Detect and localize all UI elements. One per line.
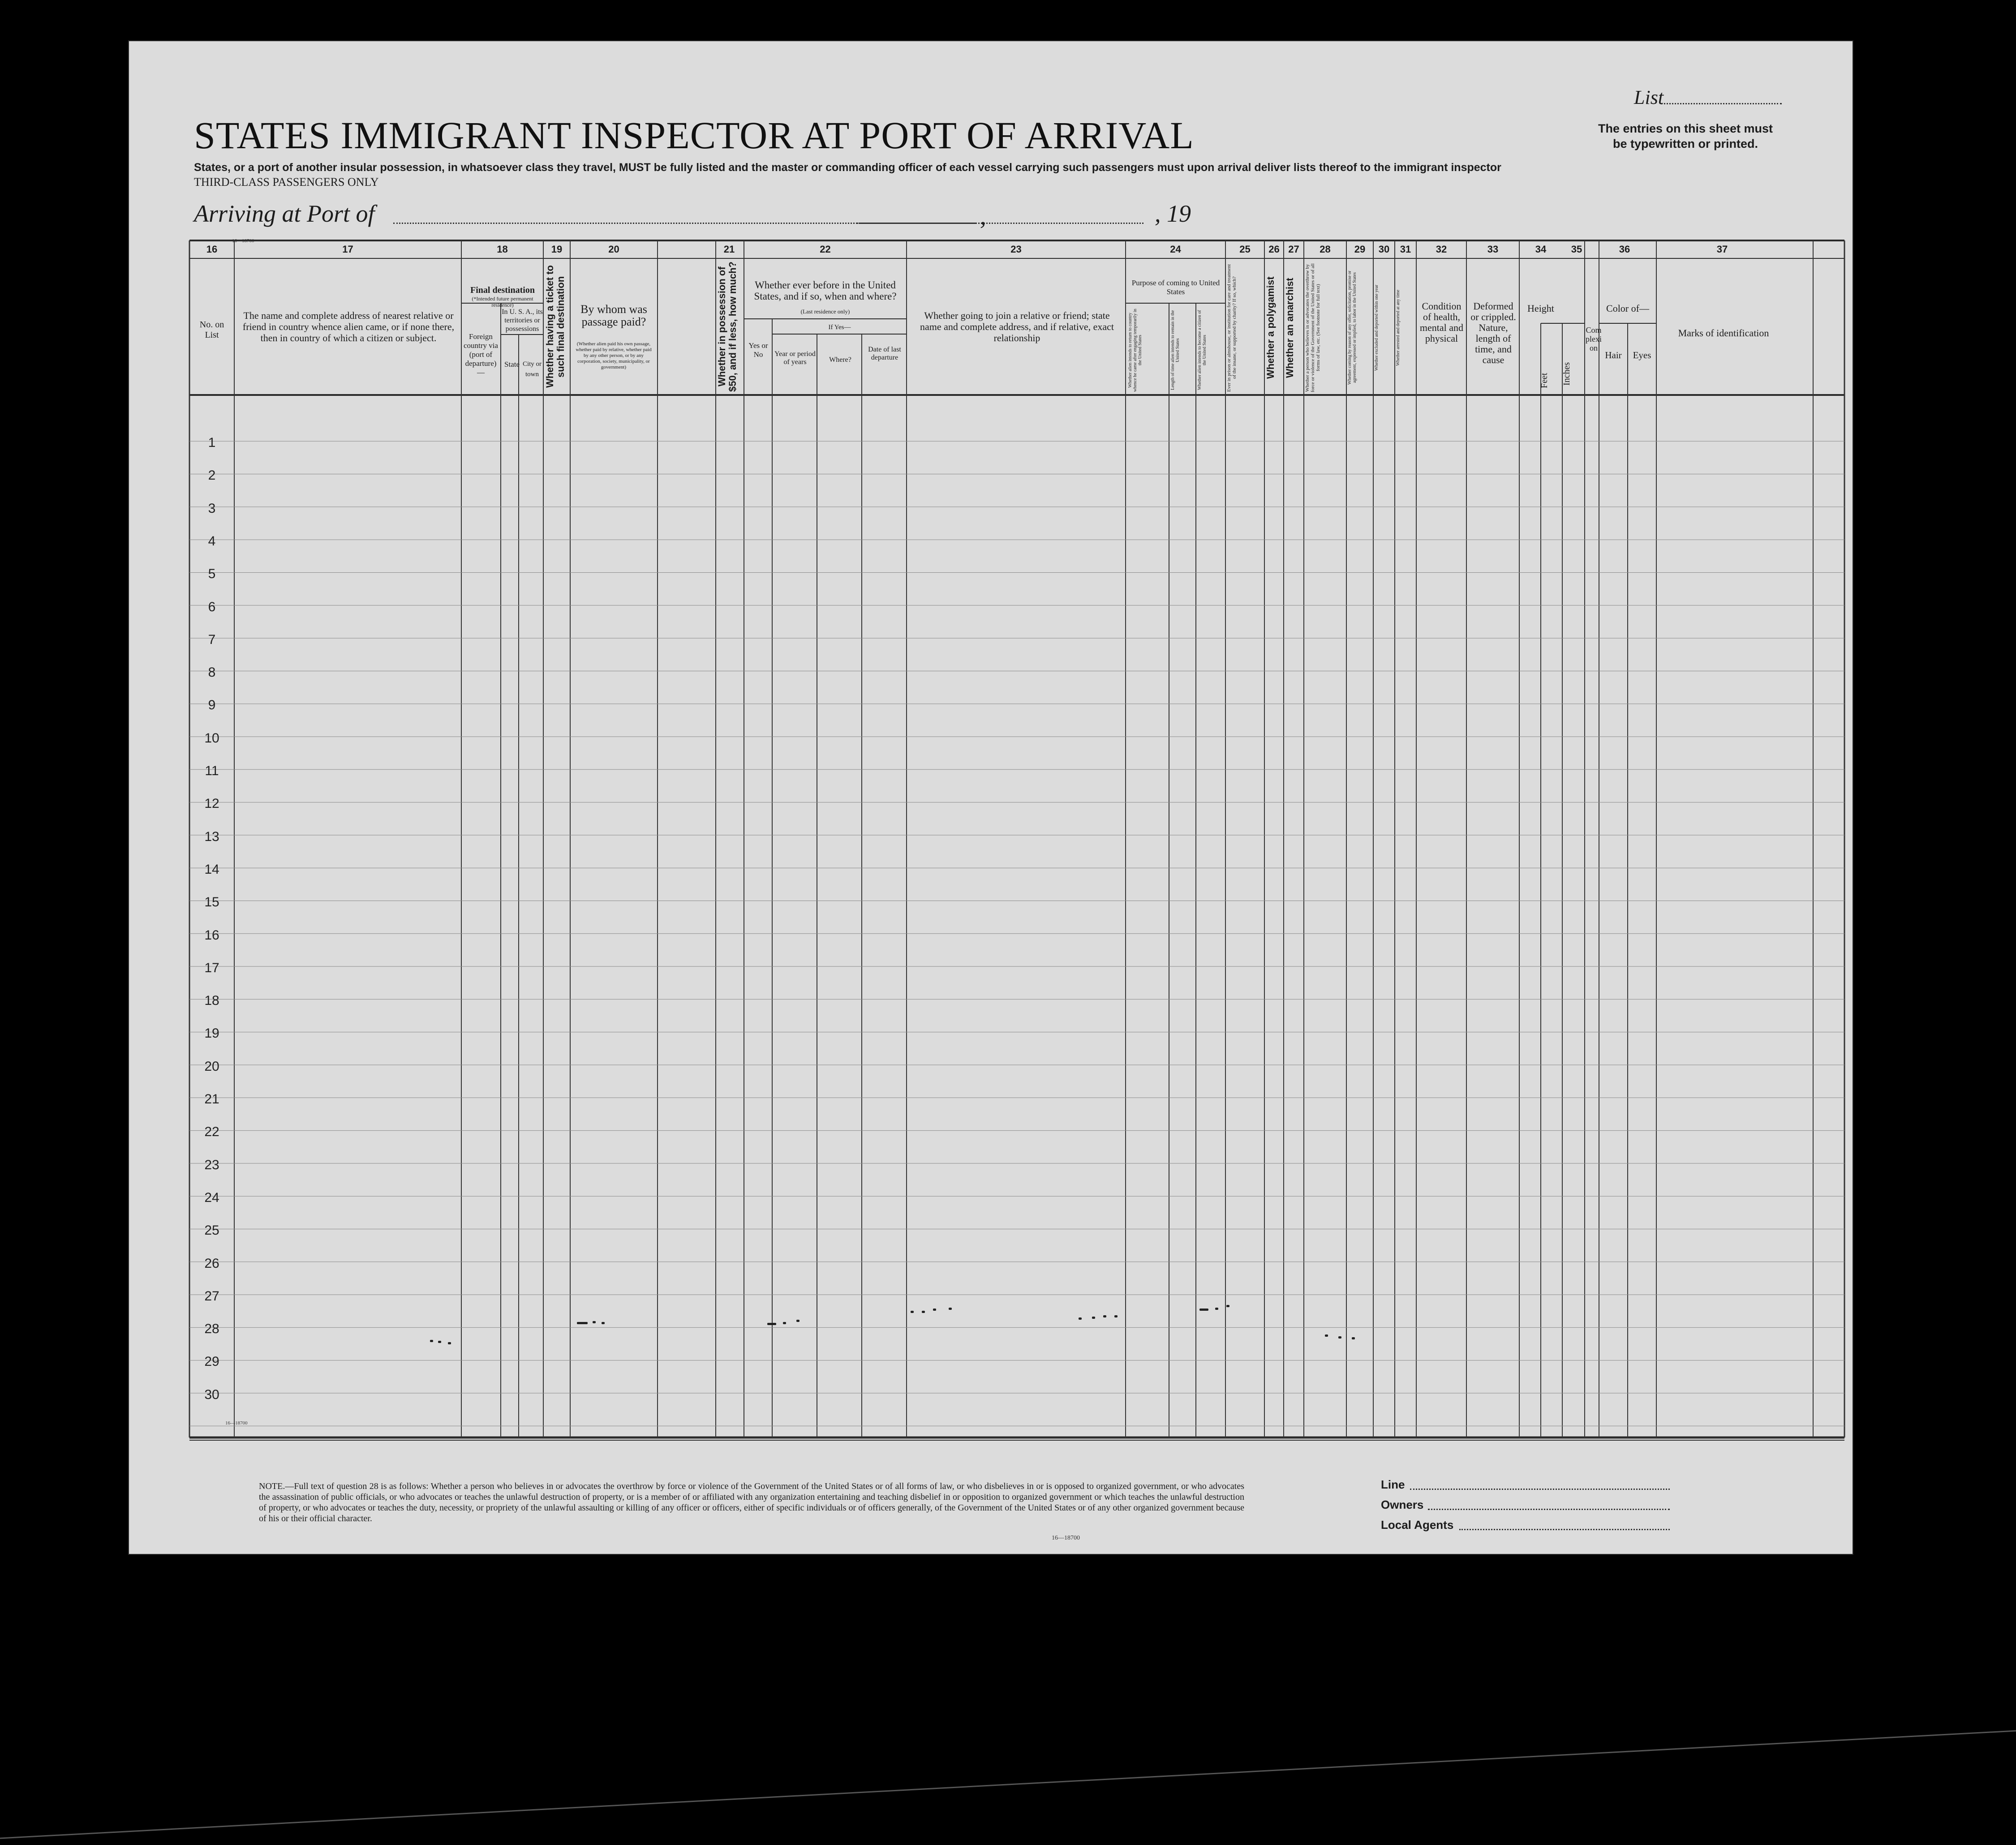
col-31-header: Whether arrested and deported at any time	[1396, 290, 1401, 366]
comma: ,	[980, 203, 986, 230]
page-title: STATES IMMIGRANT INSPECTOR AT PORT OF ARRIVAL	[194, 114, 1194, 157]
row-number: 3	[208, 501, 216, 516]
row-number: 26	[204, 1256, 219, 1271]
col-22-subheader: (Last residence only)	[800, 308, 850, 315]
row-number: 7	[208, 632, 216, 647]
col-num-29: 29	[1354, 244, 1366, 255]
col-20-header: By whom was passage paid?	[580, 303, 647, 328]
col-29-header: Whether coming by reason of any offer, solicitation, promise or agreement, expressed or implied, to labor in the United States	[1347, 270, 1357, 385]
col-num-22: 22	[820, 244, 831, 255]
row-number: 8	[208, 665, 216, 680]
col-num-25: 25	[1239, 244, 1251, 255]
col-num-27: 27	[1288, 244, 1299, 255]
col-25-header: Ever in prison or almshouse, or institution for care and treatment of the insane, or supported by charity? If so, which?	[1226, 264, 1237, 392]
col-28-header: Whether a person who believes in or advocates the overthrow by force or violence of the Government of the United States or of all forms of law, etc. (See footnote for full text)	[1305, 263, 1321, 392]
list-label: List	[1634, 86, 1664, 108]
col-22-year: Year or period of years	[774, 350, 816, 366]
col-18-foreign: Foreign country via (port of departure)—	[464, 332, 498, 377]
col-num-36: 36	[1619, 244, 1630, 255]
row-number: 19	[204, 1026, 219, 1041]
row-number: 28	[204, 1322, 219, 1337]
row-number: 16	[204, 927, 219, 943]
col-22-if-yes: If Yes—	[828, 324, 851, 331]
col-24-header: Purpose of coming to United States	[1131, 279, 1220, 296]
row-number: 4	[208, 533, 216, 549]
row-number: 25	[204, 1223, 219, 1238]
footnote: NOTE.—Full text of question 28 is as follows: Whether a person who believes in or advocates the overthrow by force or violence of the Government of the United States or of all forms of law, or who disbelieves in or is opposed to organized government, or who advocates the assassination of public officials, or who advocates or teaches the unlawful destruction of property, or is a member of or affiliated with any organization entertaining and teaching disbelief in or opposition to organized government or which teaches the unlawful destruction of property, or who advocates or teaches the duty, necessity, or propriety of the unlawful assaulting or killing of any officer or officers, either of specific individuals or of officers generally, of the Government of the United States or of any other organized government because of his or their official character.	[259, 1481, 1244, 1523]
col-24-a: Whether alien intends to return to country whence he came after engaging temporarily in the United States	[1128, 309, 1143, 392]
row-number: 5	[208, 566, 216, 582]
col-num-21: 21	[723, 244, 735, 255]
col-26-header: Whether a polygamist	[1265, 276, 1276, 379]
row-number: 27	[204, 1288, 219, 1304]
row-number: 22	[204, 1124, 219, 1140]
col-21-header: Whether in possession of $50, and if less, how much?	[716, 262, 738, 392]
col-32-header: Condition of health, mental and physical	[1419, 300, 1464, 344]
col-num-34: 34	[1535, 244, 1547, 255]
col-num-26: 26	[1268, 244, 1280, 255]
row-number: 6	[208, 599, 216, 614]
col-30-header: Whether excluded and deported within one year	[1374, 284, 1379, 371]
col-num-20: 20	[608, 244, 619, 255]
row-number: 17	[204, 960, 219, 975]
row-number: 23	[204, 1157, 219, 1172]
row-number: 13	[204, 829, 219, 844]
row-number: 2	[208, 468, 216, 483]
row-number: 20	[204, 1059, 219, 1074]
row-number: 9	[208, 698, 216, 713]
col-22-header: Whether ever before in the United States, and if so, when and where?	[754, 279, 897, 302]
year-prefix: , 19	[1155, 200, 1191, 227]
row-number: 29	[204, 1354, 219, 1369]
col-num-19: 19	[551, 244, 563, 255]
row-number: 11	[205, 764, 219, 778]
col-34-feet: Feet	[1539, 373, 1549, 388]
col-num-24: 24	[1170, 244, 1181, 255]
col-36-hair: Hair	[1605, 350, 1622, 360]
row-number: 21	[204, 1092, 219, 1107]
col-36-eyes: Eyes	[1633, 350, 1651, 360]
row-number: 30	[204, 1387, 219, 1402]
class-line: THIRD-CLASS PASSENGERS ONLY	[194, 176, 379, 189]
col-18-state: State	[504, 360, 520, 369]
entries-note-line-1: The entries on this sheet must	[1598, 122, 1773, 135]
entries-note-line-2: be typewritten or printed.	[1612, 137, 1758, 150]
row-number: 12	[204, 796, 219, 811]
col-num-23: 23	[1010, 244, 1022, 255]
row-number: 15	[204, 895, 219, 910]
row-number: 18	[204, 993, 219, 1008]
col-18-subheader: (*Intended future permanent residence)	[472, 296, 533, 308]
col-num-37: 37	[1716, 244, 1728, 255]
col-33-header: Deformed or crippled. Nature, length of time, and cause	[1470, 300, 1516, 365]
col-22-where: Where?	[829, 356, 851, 364]
col-num-32: 32	[1436, 244, 1447, 255]
col-num-35: 35	[1571, 244, 1582, 255]
col-num-17: 17	[342, 244, 353, 255]
col-22-date: Date of last departure	[868, 346, 901, 361]
col-36-header: Color of—	[1606, 303, 1649, 314]
row-number: 24	[204, 1190, 219, 1205]
row-number: 1	[208, 435, 216, 450]
col-34-inches: Inches	[1562, 362, 1572, 386]
footnote-code: 16—18700	[1052, 1535, 1080, 1541]
col-22-yes-no: Yes or No	[748, 341, 768, 359]
col-23-header: Whether going to join a relative or friend; state name and complete address, and if relative, exact relationship	[920, 310, 1114, 343]
col-20-subheader: (Whether alien paid his own passage, whether paid by relative, whether paid by any other person, or by any corporation, society, municipality, or government)	[576, 341, 652, 370]
subtitle: States, or a port of another insular possession, in whatsoever class they travel, MUST be fully listed and the master or commanding officer of each vessel carrying such passengers must upon arrival deliver lists thereof to the immigrant inspector	[194, 161, 1501, 174]
col-17-header: The name and complete address of nearest relative or friend in country whence alien came, or if none there, then in country of which a citizen or subject.	[242, 310, 455, 343]
form-code: 16—18700	[232, 238, 254, 244]
form-code-bottom: 16—18700	[225, 1420, 248, 1426]
col-num-28: 28	[1320, 244, 1331, 255]
col-24-c: Whether alien intends to become a citizen of the United States	[1197, 310, 1207, 390]
col-18-city: City or town	[522, 360, 542, 378]
col-num-31: 31	[1400, 244, 1411, 255]
col-16-header: No. on List	[199, 320, 224, 340]
col-27-header: Whether an anarchist	[1284, 278, 1295, 378]
arriving-label: Arriving at Port of	[194, 200, 375, 227]
col-37-header: Marks of identification	[1678, 327, 1769, 339]
col-num-33: 33	[1487, 244, 1499, 255]
col-35-header: Complexion	[1586, 326, 1602, 352]
col-34-header: Height	[1527, 303, 1554, 314]
col-num-16: 16	[206, 244, 218, 255]
col-18-usa: In U. S. A., its territories or possessions	[502, 308, 543, 333]
row-number: 10	[204, 730, 219, 746]
row-number: 14	[204, 862, 219, 877]
col-num-30: 30	[1378, 244, 1390, 255]
local-agents-label: Local Agents	[1381, 1518, 1454, 1532]
col-num-18: 18	[497, 244, 508, 255]
line-label: Line	[1381, 1478, 1405, 1491]
col-19-header: Whether having a ticket to such final destination	[544, 265, 566, 388]
col-24-b: Length of time alien intends to remain in the United States	[1170, 310, 1180, 390]
col-18-header: Final destination	[470, 285, 535, 295]
owners-label: Owners	[1381, 1498, 1424, 1511]
